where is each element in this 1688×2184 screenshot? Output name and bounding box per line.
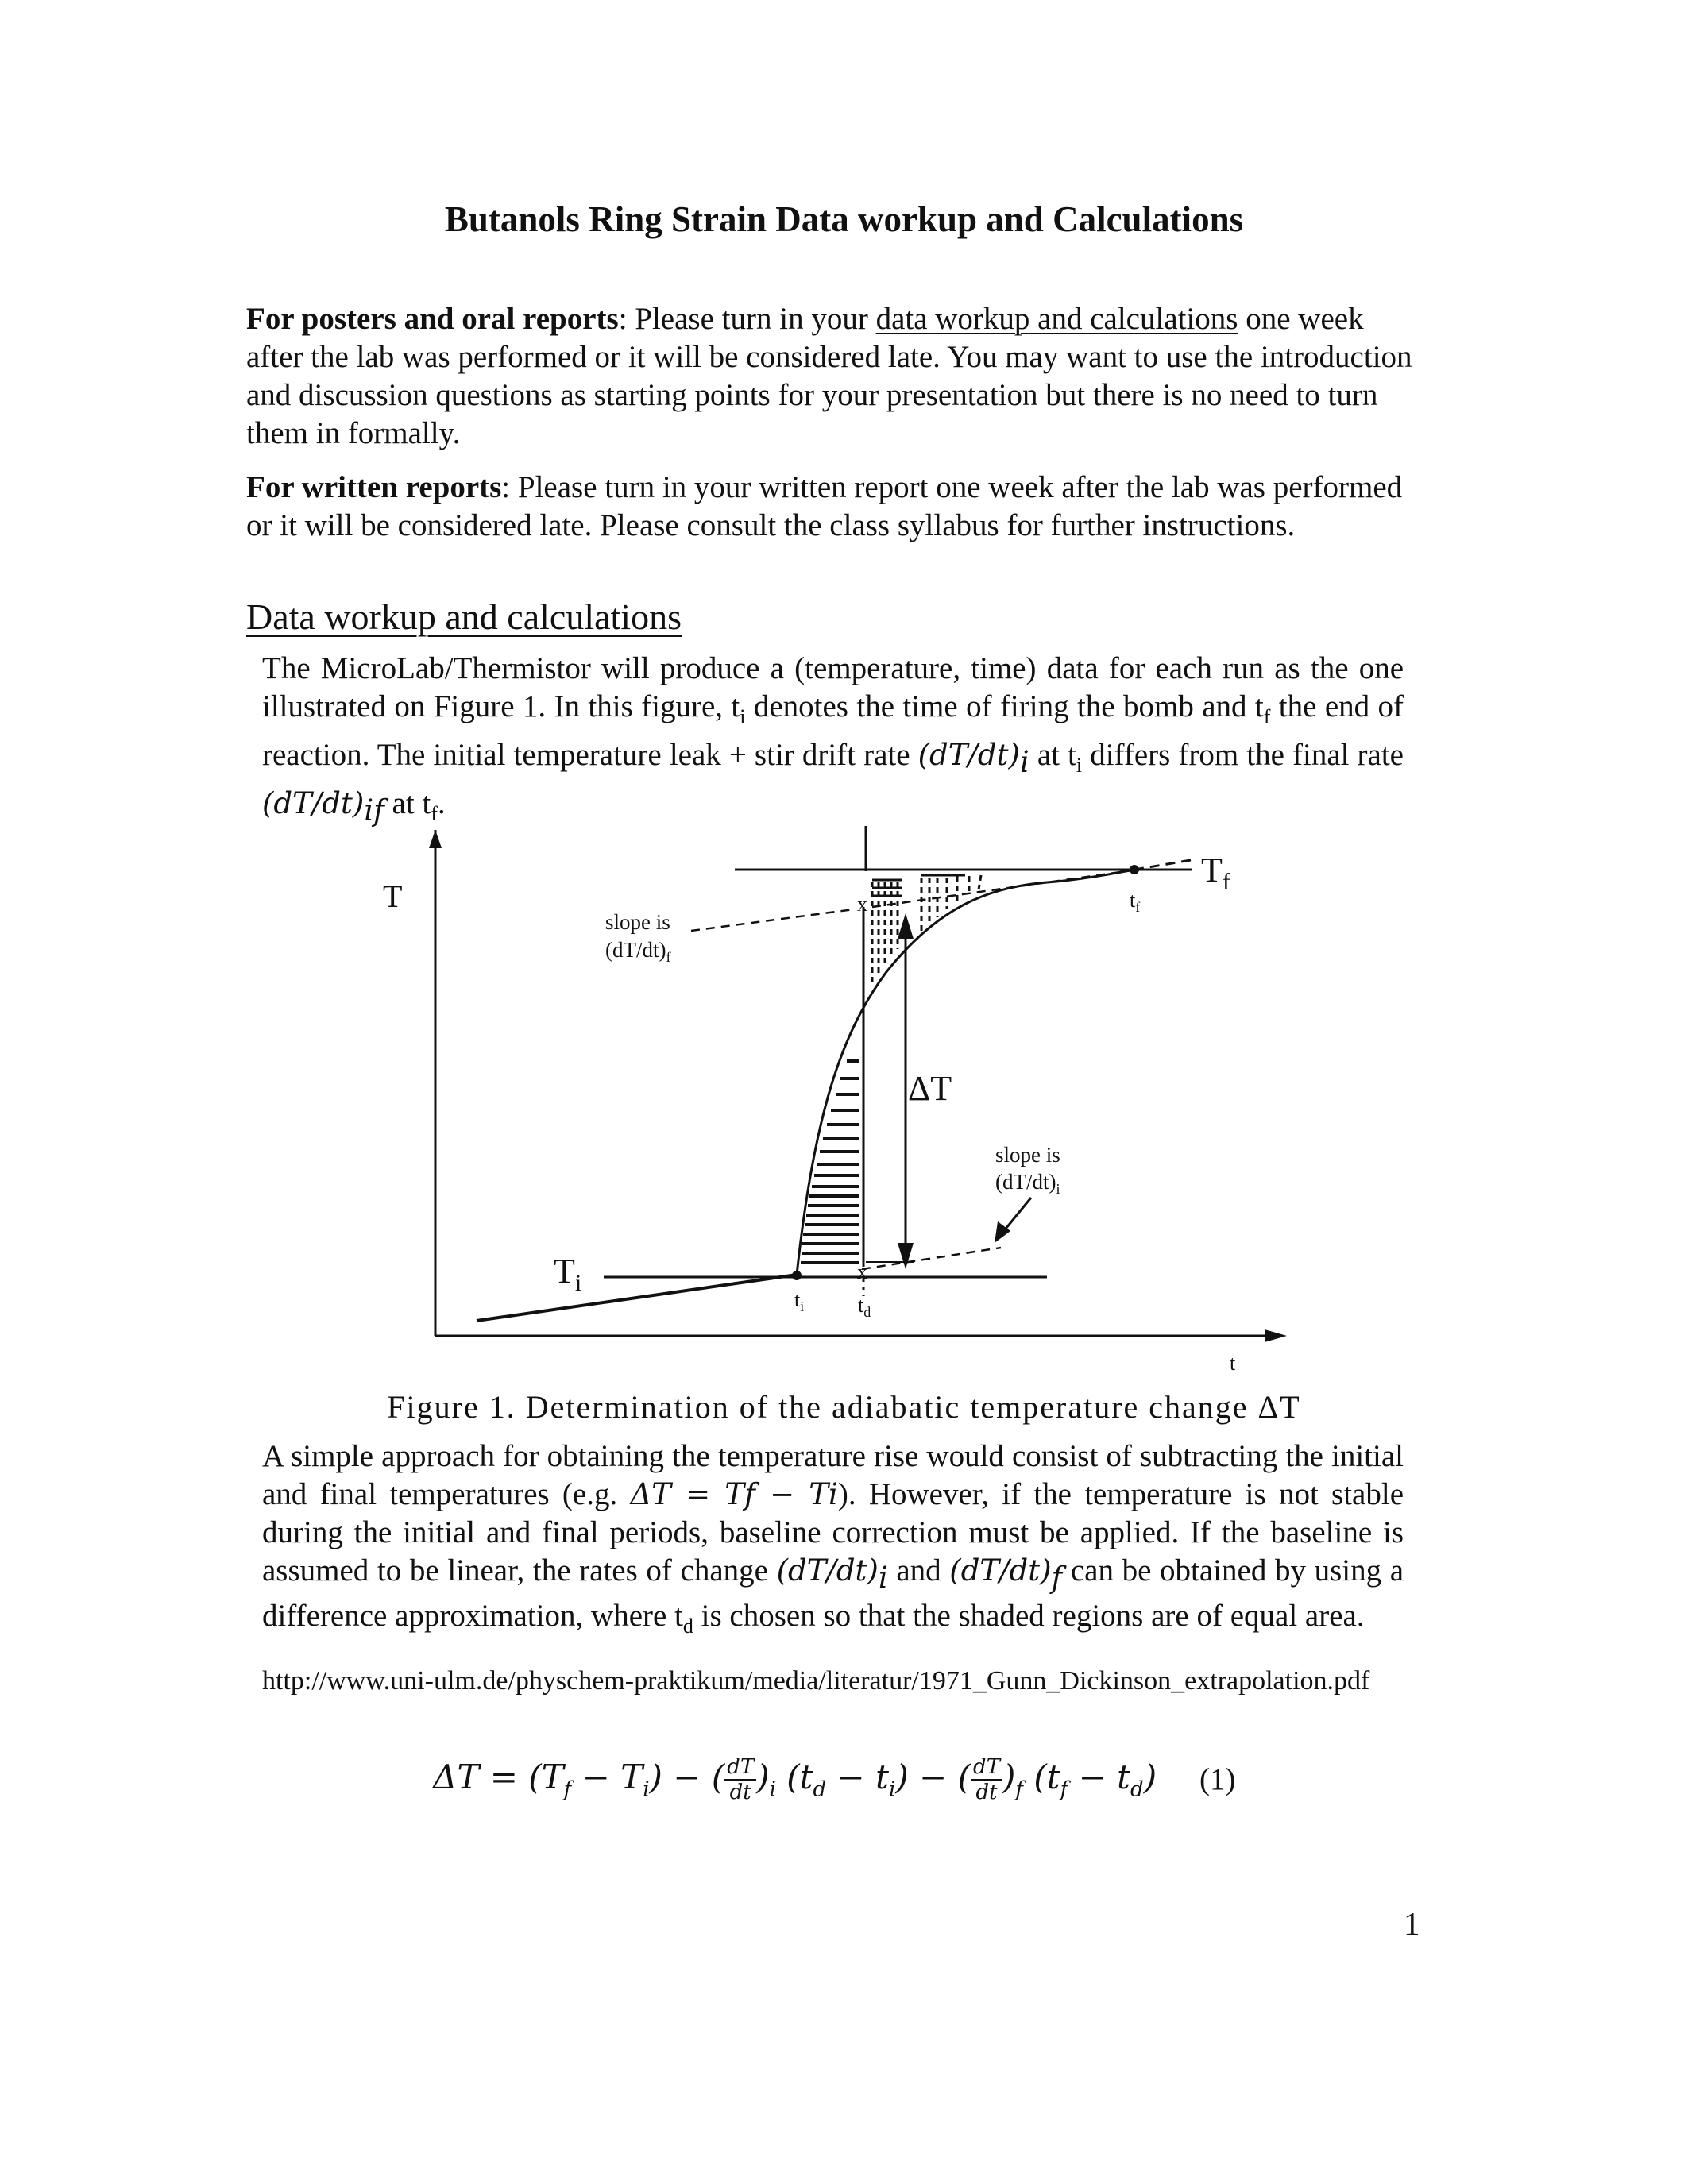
- p4-text-c: and: [887, 1553, 950, 1588]
- posters-text: : Please turn in your: [618, 302, 876, 336]
- eq-paren: ): [756, 1758, 770, 1796]
- posters-label: For posters and oral reports: [246, 302, 619, 336]
- ti-point: [792, 1271, 802, 1280]
- p3-text-e: differs from the final rate: [1082, 737, 1404, 772]
- x-axis-arrow: [1265, 1329, 1287, 1342]
- section-heading: Data workup and calculations: [246, 596, 682, 637]
- reference-url: http://www.uni-ulm.de/physchem-praktikum/media/literatur/1971_Gunn_Dickinson_extrapolation.pdf: [262, 1666, 1370, 1696]
- p4-sub: i: [878, 1560, 888, 1595]
- p3-text-f: at t: [384, 785, 431, 820]
- td-time-letter: t: [858, 1294, 864, 1317]
- p3-sub: i: [1019, 744, 1029, 779]
- eq-term: (t: [1023, 1758, 1060, 1796]
- p3-sub: i: [1076, 753, 1083, 777]
- eq-paren: (: [711, 1758, 725, 1796]
- p4-text-b: ). However, if the temperature is not stable during the initial and final periods, baseline correction must be applied. If the baseline is assumed to be linear, the rates of change: [262, 1477, 1404, 1588]
- tf-temp-sub: f: [1222, 869, 1230, 895]
- slope-i-label-line2: [995, 1170, 1060, 1197]
- slope-f-label-line2: [605, 938, 670, 965]
- initial-baseline: [477, 1275, 797, 1321]
- eq-sub: i: [643, 1777, 650, 1802]
- written-label: For written reports: [246, 470, 502, 504]
- p4-text-a: A simple approach for obtaining the temperature rise would consist of subtracting the initial and final temperatures (e.g.: [262, 1439, 1404, 1511]
- eq-term: ): [1143, 1758, 1157, 1796]
- p3-text-d: at t: [1029, 737, 1076, 772]
- final-drift-extension: [1134, 859, 1196, 870]
- tf-time-label: [1130, 889, 1140, 915]
- td-time-label: [858, 1294, 871, 1320]
- eq-paren: (: [957, 1758, 971, 1796]
- slope-i-text: (dT/dt): [995, 1170, 1056, 1194]
- initial-slope-dashed: [862, 1248, 1001, 1269]
- p3-sub: f: [1263, 704, 1271, 728]
- posters-text-cont: one week after the lab was performed or it will be considered late. You may want to use the introduction and discussion questions as starting points for your presentation but there is no need to turn them in formally.: [246, 302, 1412, 450]
- equation-number: (1): [1199, 1762, 1236, 1796]
- eq-term: − t: [1068, 1758, 1131, 1796]
- delta-t-inline: ΔT = Tf − Ti: [630, 1477, 838, 1511]
- p4-text-d: can be obtained by using a difference approximation, where t: [262, 1553, 1404, 1633]
- slope-f-label-line1: slope is: [605, 910, 670, 934]
- eq-minus: −: [908, 1758, 958, 1796]
- eq-sub: f: [1060, 1777, 1068, 1802]
- eq-fraction: [724, 1755, 756, 1804]
- eq-term: ): [895, 1758, 909, 1796]
- eq-fraction: [971, 1755, 1002, 1804]
- td-time-sub: d: [863, 1304, 871, 1320]
- eq-frac-den: dt: [729, 1781, 751, 1804]
- eq-term: − t: [826, 1758, 889, 1796]
- slope-f-leader: [691, 909, 854, 931]
- eq-term: − T: [571, 1758, 643, 1796]
- td-lower-marker: x: [857, 1260, 867, 1283]
- ti-time-letter: t: [794, 1288, 801, 1311]
- eq-paren: ): [1002, 1758, 1016, 1796]
- p4-text-e: is chosen so that the shaded regions are of equal area.: [693, 1598, 1365, 1633]
- eq-sub: i: [769, 1777, 776, 1802]
- page-title: Butanols Ring Strain Data workup and Calculations: [444, 199, 1244, 239]
- upper-hatch-bars: [872, 875, 965, 896]
- ti-time-label: [794, 1288, 804, 1314]
- slope-f-sub: f: [666, 949, 671, 965]
- eq-sub: d: [1130, 1777, 1144, 1802]
- p3-text-a: The MicroLab/Thermistor will produce a (temperature, time) data for each run as the one illustrated on Figure 1. In this figure, t: [262, 651, 1404, 723]
- p3-rate-if: (dT/dt): [262, 785, 365, 820]
- eq-term: (t: [775, 1758, 813, 1796]
- tf-temp-letter: T: [1201, 851, 1223, 889]
- tf-time-letter: t: [1130, 889, 1136, 912]
- data-workup-underlined: data workup and calculations: [875, 302, 1238, 336]
- p4-rate: (dT/dt): [776, 1553, 879, 1588]
- figure-caption: Figure 1. Determination of the adiabatic temperature change ΔT: [387, 1389, 1301, 1425]
- p4-sub: d: [682, 1614, 693, 1638]
- p4-sub: f: [1051, 1560, 1063, 1595]
- eq-minus: −: [662, 1758, 712, 1796]
- ti-temp-label: [554, 1252, 581, 1296]
- ti-temp-sub: i: [574, 1270, 582, 1296]
- eq-lhs: ΔT =: [433, 1758, 529, 1796]
- ti-time-sub: i: [800, 1298, 805, 1314]
- eq-frac-num: dT: [971, 1755, 1002, 1781]
- eq-frac-num: dT: [724, 1755, 756, 1781]
- p3-sub: if: [364, 793, 384, 828]
- slope-i-label-line1: slope is: [995, 1143, 1060, 1167]
- page-number: 1: [1404, 1905, 1420, 1942]
- eq-sub: d: [813, 1777, 827, 1802]
- p3-text-c: the end of reaction. The initial temperature leak + stir drift rate: [262, 689, 1404, 772]
- eq-sub: f: [563, 1777, 572, 1802]
- eq-term: ): [649, 1758, 662, 1796]
- delta-t-arrow-bottom: [898, 1243, 914, 1269]
- p3-sub: f: [431, 801, 438, 825]
- p3-text-g: .: [437, 785, 446, 820]
- p4-rate: (dT/dt): [949, 1553, 1052, 1588]
- written-text: : Please turn in your written report one week after the lab was performed or it will be considered late. Please consult the class syllabus for further instructions.: [246, 470, 1403, 542]
- tf-point: [1130, 865, 1139, 874]
- td-upper-marker: x: [857, 893, 867, 916]
- delta-t-arrow-top: [898, 913, 914, 939]
- eq-sub: i: [888, 1777, 896, 1802]
- tf-temp-label: [1201, 851, 1230, 895]
- tf-time-sub: f: [1135, 899, 1141, 915]
- x-axis-label: t: [1230, 1352, 1236, 1375]
- y-axis-label: T: [383, 878, 403, 914]
- simple-approach-paragraph: [262, 1437, 1404, 1646]
- eq-sub: f: [1015, 1777, 1024, 1802]
- p3-sub: i: [740, 704, 746, 728]
- ti-temp-letter: T: [554, 1252, 575, 1291]
- slope-i-sub: i: [1056, 1181, 1060, 1197]
- slope-f-text: (dT/dt): [605, 938, 666, 962]
- delta-t-label: ΔT: [908, 1069, 952, 1108]
- equation-1: [433, 1755, 1157, 1804]
- p3-rate-i: (dT/dt): [917, 737, 1020, 772]
- eq-frac-den: dt: [975, 1781, 998, 1804]
- y-axis-arrow: [429, 830, 442, 848]
- eq-term: (T: [528, 1758, 564, 1796]
- p3-text-b: denotes the time of firing the bomb and t: [745, 689, 1264, 723]
- slope-i-pointer: [1002, 1198, 1031, 1233]
